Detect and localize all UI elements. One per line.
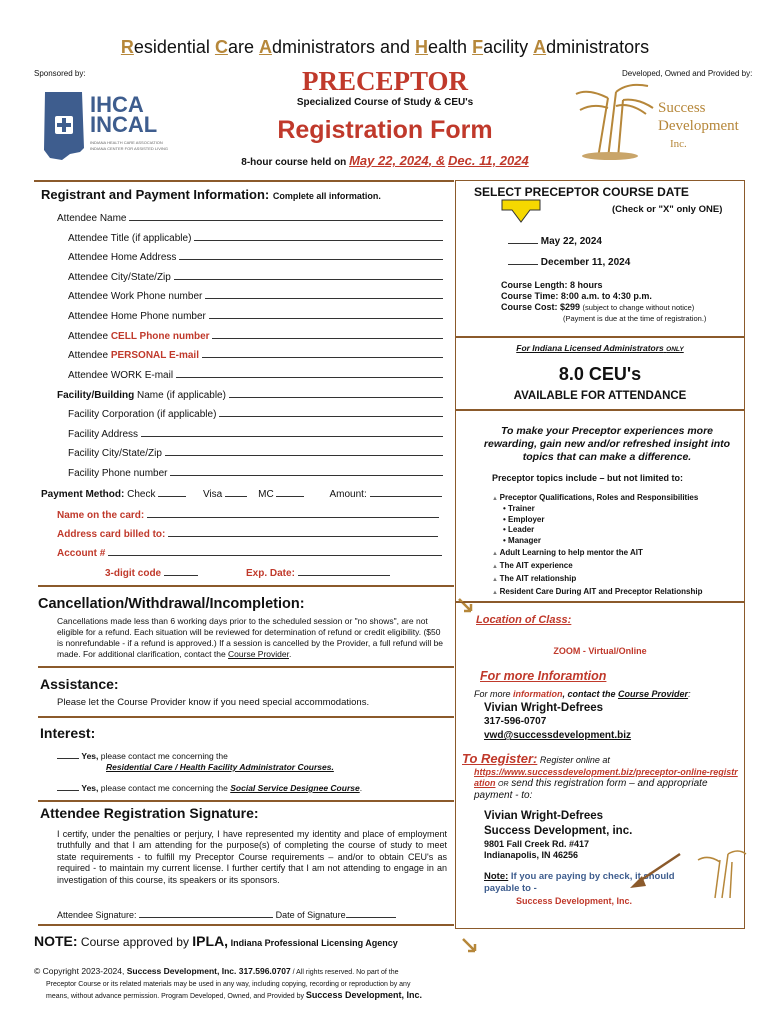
- name-on-card-row: Name on the card:: [57, 509, 439, 521]
- registrant-field-0: Attendee Name: [57, 212, 443, 224]
- success-development-logo: [568, 78, 748, 160]
- registrant-field-4-input[interactable]: [205, 290, 443, 299]
- signature-text: I certify, under the penalties or perjury, I have represented my identity and place of employment truthfully and that I am attending for the purpose(s) of completing the course of study to meet state requirements - to fulfill my Preceptor Course requirements – and/or to obtain CEU's as required - to maintain my current license. I further certify that I am not attending to engage in an investigation of this course, its speakers or its sponsors.: [57, 829, 447, 885]
- more-info-line: For more information, contact the Course Provider:: [474, 689, 691, 699]
- interest-heading: Interest:: [40, 725, 96, 741]
- signature-date-input[interactable]: [346, 909, 396, 918]
- contact-phone: 317-596-0707: [484, 716, 547, 727]
- sd-success: Success: [658, 100, 706, 116]
- registrant-personal-email: Attendee PERSONAL E-mail: [68, 349, 443, 361]
- title-initial: H: [415, 37, 429, 57]
- date-2-checkbox[interactable]: [508, 256, 538, 265]
- interest-2-link[interactable]: Social Service Designee Course: [230, 783, 360, 793]
- topic-item: ▲ Preceptor Qualifications, Roles and Responsibilities: [492, 493, 699, 502]
- course-dates-line: 8-hour course held on May 22, 2024, & Dec. 11, 2024: [241, 153, 529, 168]
- arrow-down-icon: [500, 198, 542, 224]
- digit-code-input[interactable]: [164, 567, 198, 576]
- indiana-state-icon: [40, 90, 90, 162]
- register-url-link[interactable]: https://www.successdevelopment.biz/preceptor-online-registration: [474, 767, 738, 788]
- topic-item: ▲ Resident Care During AIT and Preceptor Relationship: [492, 587, 703, 596]
- title-segment: acility: [483, 37, 534, 57]
- specialized-subtitle: Specialized Course of Study & CEU's: [296, 97, 474, 108]
- ihca-sub-2: INDIANA CENTER FOR ASSISTED LIVING: [90, 146, 169, 151]
- registrant-personal-email-input[interactable]: [202, 349, 443, 358]
- exp-date-row: Exp. Date:: [246, 567, 390, 579]
- registrant-facility-3-input[interactable]: [170, 467, 443, 476]
- registrant-field-1-input[interactable]: [194, 232, 443, 241]
- ipla-note: NOTE: Course approved by IPLA, Indiana Professional Licensing Agency: [34, 933, 398, 949]
- account-row: Account #: [57, 547, 442, 559]
- registrant-cell-input[interactable]: [212, 330, 443, 339]
- topic-item: ▲ Adult Learning to help mentor the AIT: [492, 548, 643, 557]
- check-note: Note: If you are paying by check, it should payable to -: [484, 871, 675, 894]
- topic-subitem: • Trainer: [503, 504, 535, 513]
- digit-code-row: 3-digit code: [105, 567, 198, 579]
- topics-intro: To make your Preceptor experiences more rewarding, gain new and/or refreshed insight into topics that can make a difference.: [483, 425, 731, 463]
- exp-date-input[interactable]: [298, 567, 390, 576]
- contact-name: Vivian Wright-Defrees: [484, 702, 604, 714]
- incal-text: INCAL: [90, 112, 158, 137]
- cancellation-text: Cancellations made less than 6 working days prior to the scheduled session or "no shows", are not eligible for a refund. Each situation will be reviewed for determination of refund or credit eligibility. ($50 is nonrefundable - if a refund is approved.) If a session is cancelled by the Provider, a full refund will be made. For additional clarification, contact the Course Provider.: [57, 616, 444, 659]
- page-header-title: [0, 37, 770, 58]
- registrant-field-3: Attendee City/State/Zip: [68, 271, 443, 283]
- registrant-facility-name: Facility/Building Name (if applicable): [57, 389, 443, 401]
- interest-divider: [38, 800, 454, 802]
- interest-item-1: Yes, please contact me concerning the: [57, 750, 228, 762]
- select-date-heading: SELECT PRECEPTOR COURSE DATE: [474, 185, 689, 199]
- registrant-heading: Registrant and Payment Information: Complete all information.: [41, 187, 381, 202]
- ceu-count: 8.0 CEU's: [558, 364, 642, 384]
- provider-link[interactable]: Course Provider: [618, 689, 689, 699]
- amount-input[interactable]: [370, 488, 442, 497]
- cancel-divider: [38, 666, 454, 668]
- sd-development: Development: [658, 118, 739, 134]
- payee-name: Success Development, Inc.: [516, 896, 633, 906]
- title-initial: R: [120, 37, 134, 57]
- register-heading: To Register: Register online at: [462, 751, 610, 766]
- assistance-text: Please let the Course Provider know if you need special accommodations.: [57, 697, 370, 708]
- interest-1-link[interactable]: Residential Care / Health Facility Administrator Courses.: [106, 762, 334, 772]
- registrant-field-2-input[interactable]: [179, 251, 443, 260]
- account-input[interactable]: [108, 547, 442, 556]
- title-initial: F: [472, 37, 484, 57]
- registrant-field-1: Attendee Title (if applicable): [68, 232, 443, 244]
- check-input[interactable]: [158, 488, 186, 497]
- signature-heading: Attendee Registration Signature:: [40, 805, 259, 821]
- date-option-2[interactable]: December 11, 2024: [508, 256, 630, 268]
- registrant-facility-0: Facility Corporation (if applicable): [68, 408, 443, 420]
- title-segment: are: [227, 37, 259, 57]
- title-initial: A: [258, 37, 272, 57]
- signature-row: Attendee Signature: Date of Signature: [57, 909, 396, 921]
- bullet-icon: ▲: [492, 577, 500, 583]
- preceptor-title: PRECEPTOR: [301, 66, 469, 96]
- registrant-facility-1: Facility Address: [68, 428, 443, 440]
- registrant-work-email: Attendee WORK E-mail: [68, 369, 443, 381]
- name-on-card-input[interactable]: [147, 509, 439, 518]
- more-info-heading: For more Inforamtion: [480, 669, 607, 683]
- address-billed-row: Address card billed to:: [57, 528, 438, 540]
- available-label: AVAILABLE FOR ATTENDANCE: [513, 390, 687, 402]
- registrant-facility-2: Facility City/State/Zip: [68, 447, 443, 459]
- register-url-block: https://www.successdevelopment.biz/preceptor-online-registration OR send this registration form – and appropriate payment - to:: [474, 767, 738, 801]
- registrant-facility-0-input[interactable]: [219, 408, 443, 417]
- registrant-field-5: Attendee Home Phone number: [68, 310, 443, 322]
- title-initial: A: [533, 37, 547, 57]
- address-billed-input[interactable]: [168, 528, 438, 537]
- title-segment: dministrators: [546, 37, 650, 57]
- registrant-field-0-input[interactable]: [129, 212, 443, 221]
- registrant-cell: Attendee CELL Phone number: [68, 330, 443, 342]
- registrant-facility-name-input[interactable]: [229, 389, 443, 398]
- provided-by-label: Developed, Owned and Provided by:: [622, 69, 753, 78]
- contact-email[interactable]: vwd@successdevelopment.biz: [484, 730, 632, 741]
- topic-subitem: • Manager: [503, 535, 541, 545]
- payment-divider: [38, 585, 454, 587]
- location-value: ZOOM - Virtual/Online: [553, 646, 647, 656]
- assistance-heading: Assistance:: [40, 676, 119, 692]
- sponsored-by-label: Sponsored by:: [34, 69, 86, 78]
- mc-input[interactable]: [276, 488, 304, 497]
- mail-address: Vivian Wright-Defrees Success Development, inc. 9801 Fall Creek Rd. #417 Indianapolis, IN 46256: [484, 810, 633, 860]
- title-segment: esidential: [133, 37, 215, 57]
- registrant-facility-3: Facility Phone number: [68, 467, 443, 479]
- sd-inc: Inc.: [670, 138, 687, 150]
- wheat-arrow-icon: [620, 842, 750, 902]
- title-initial: C: [214, 37, 228, 57]
- registrant-facility-2-input[interactable]: [165, 447, 443, 456]
- registrant-field-3-input[interactable]: [174, 271, 443, 280]
- ihca-incal-logo: [40, 90, 180, 162]
- bullet-icon: ▲: [492, 496, 500, 502]
- title-segment: ealth: [428, 37, 473, 57]
- header-divider: [34, 180, 454, 182]
- registrant-work-email-input[interactable]: [176, 369, 443, 378]
- bullet-icon: ▲: [492, 551, 500, 557]
- check-only-one-note: (Check or "X" only ONE): [612, 204, 723, 215]
- registration-form-title: Registration Form: [277, 116, 493, 144]
- cancellation-heading: Cancellation/Withdrawal/Incompletion:: [38, 596, 305, 612]
- signature-input[interactable]: [139, 909, 273, 918]
- registrant-facility-1-input[interactable]: [141, 428, 443, 437]
- ihca-text: IHCA: [90, 92, 144, 117]
- date-option-1[interactable]: May 22, 2024: [508, 235, 602, 247]
- course-details: Course Length: 8 hours Course Time: 8:00 a.m. to 4:30 p.m. Course Cost: $299 (subject to change without notice) (Payment is due at the time of registration.): [501, 280, 707, 323]
- signature-divider: [38, 924, 454, 926]
- visa-input[interactable]: [225, 488, 247, 497]
- topic-subitem: • Leader: [503, 525, 535, 534]
- contact-info: [484, 701, 631, 743]
- wheat-icon: [568, 78, 658, 160]
- payment-method-row: Payment Method: Check Visa MC Amount:: [41, 488, 442, 500]
- registrant-field-2: Attendee Home Address: [68, 251, 443, 263]
- registrant-field-4: Attendee Work Phone number: [68, 290, 443, 302]
- bullet-icon: ▲: [492, 590, 500, 596]
- topic-subitem: • Employer: [503, 514, 545, 524]
- footer-copyright: © Copyright 2023-2024, Success Development, Inc. 317.596.0707 / All rights reserved. No part of the Preceptor Course or its related materials may be used in any way, including copying, recording or reproduction by any means, without advance permission. Program Developed, Owned, and Provided by Success Development, Inc.: [34, 966, 422, 1000]
- topic-item: ▲ The AIT experience: [492, 561, 573, 570]
- for-indiana-label: For Indiana Licensed Administrators ONLY: [516, 343, 684, 353]
- interest-1-checkbox[interactable]: [57, 750, 79, 759]
- assist-divider: [38, 716, 454, 718]
- location-heading: Location of Class:: [476, 614, 572, 626]
- title-segment: dministrators and: [271, 37, 416, 57]
- ihca-sub-1: INDIANA HEALTH CARE ASSOCIATION: [90, 140, 163, 145]
- bullet-icon: ▲: [492, 564, 500, 570]
- course-provider-link[interactable]: Course Provider: [228, 649, 289, 659]
- date-1-checkbox[interactable]: [508, 235, 538, 244]
- interest-2-checkbox[interactable]: [57, 782, 79, 791]
- topics-include: Preceptor topics include – but not limited to:: [492, 473, 684, 483]
- arrow-icon-bottom: [460, 936, 480, 956]
- registrant-field-5-input[interactable]: [209, 310, 443, 319]
- topic-item: ▲ The AIT relationship: [492, 574, 577, 583]
- interest-item-2: Yes, please contact me concerning the Social Service Designee Course.: [57, 782, 362, 794]
